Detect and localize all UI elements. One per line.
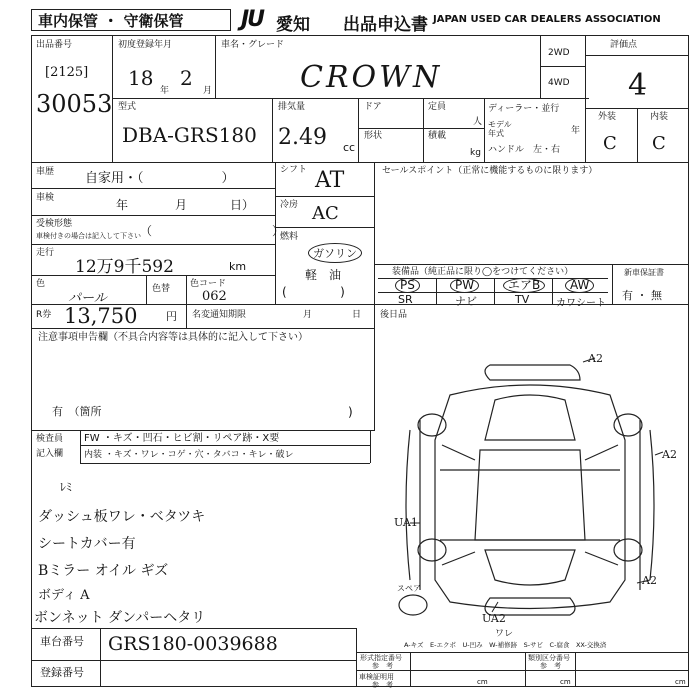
repair-label: 有 （箇所 [52, 405, 102, 418]
rating-interior: C [652, 133, 666, 154]
weight-label: 積載 [428, 131, 447, 141]
wheel-front-left [418, 414, 446, 436]
association-name: JAPAN USED CAR DEALERS ASSOCIATION [433, 14, 661, 25]
car-name-value: CROWN [300, 60, 443, 95]
damage-mark: A2 [662, 448, 677, 461]
category-label: 類別区分番号 [528, 654, 570, 662]
lot-sub-number: [2125] [45, 65, 89, 80]
color-code-value: 062 [202, 289, 227, 304]
registration-label: 登録番号 [40, 666, 84, 679]
cm-unit-3: cm [675, 678, 686, 686]
note-line: ダッシュ板ワレ・ベタツキ [38, 509, 206, 525]
ref-1: 参 考 [372, 662, 393, 670]
displacement-label: 排気量 [278, 102, 306, 112]
acceptance-note: 車検付きの場合は記入して下さい [36, 232, 141, 240]
capacity-unit: 人 [473, 117, 483, 127]
spare-label: スペア [397, 584, 421, 593]
note-line: シートカバー有 [38, 536, 136, 552]
equip-seat: カワシート [556, 298, 606, 309]
rating-score: 4 [628, 68, 648, 103]
damage-mark: ワレ [495, 629, 514, 639]
car-damage-diagram [380, 340, 680, 640]
first-reg-month: 2 [180, 66, 193, 90]
damage-mark: UA2 [482, 612, 506, 625]
damage-mark: UA1 [394, 516, 418, 529]
displacement-unit: cc [343, 141, 356, 154]
rear-seat-label: 後日品 [380, 310, 408, 320]
dealer-model: モデル [488, 120, 512, 129]
notes-label: 注意事項申告欄（不具合内容等は具体的に記入して下さい） [38, 332, 308, 343]
spare-tire [399, 595, 427, 615]
fuel-paren: ( ) [282, 285, 345, 299]
lot-label: 出品番号 [36, 40, 73, 50]
mileage-value: 12万9千592 [75, 257, 174, 277]
inspection-day-unit: 日） [230, 198, 255, 212]
warranty-options: 有 ・ 無 [622, 289, 662, 302]
wheel-front-right [614, 414, 642, 436]
dealer-year: 年式 [488, 129, 504, 138]
dealer-line1: ディーラー・並行 [488, 104, 560, 114]
logo-region: 愛知 [276, 15, 310, 35]
damage-mark: A2 [642, 574, 657, 587]
cert-label: 車検証明用 [359, 673, 394, 681]
first-reg-year: 18 [128, 66, 154, 90]
drive-2wd: 2WD [548, 48, 570, 58]
equipment-label: 装備品（純正品に限り◯をつけてください） [392, 267, 574, 277]
color-label: 色 [36, 279, 46, 289]
damage-legend: A-キズ E-エクボ U-凹み W-補修跡 S-サビ C-腐食 XX-交換済 [404, 641, 607, 649]
first-reg-label: 初度登録年月 [118, 40, 173, 50]
fuel-value: ガソリン [308, 243, 362, 263]
inspector-row2: 内装 ・キズ・ワレ・コゲ・穴・タバコ・キレ・破レ [84, 450, 294, 460]
inspector-label-2: 記入欄 [36, 449, 64, 459]
history-label: 車歴 [36, 167, 55, 177]
color-code-label: 色コード [190, 279, 227, 289]
note-line: ボディ A [38, 588, 90, 603]
wheel-rear-right [614, 539, 642, 561]
acceptance-label: 受検形態 [36, 219, 73, 229]
recycle-value: 13,750 [64, 304, 138, 328]
recycle-unit: 円 [166, 310, 177, 323]
sales-point-label: セールスポイント（正常に機能するものに限ります） [382, 166, 598, 176]
shift-value: AT [315, 168, 345, 193]
equip-sr: SR [398, 293, 413, 306]
ref-3: 参 考 [372, 681, 393, 689]
dealer-handle: ハンドル 左・右 [488, 145, 561, 155]
rating-exterior-label: 外装 [598, 112, 617, 122]
inspector-label-1: 検査員 [36, 434, 64, 444]
storage-label: 車内保管 ・ 守衛保管 [38, 12, 184, 30]
equip-navi: ナビ [455, 295, 477, 308]
note-line: ボンネット ダンパーヘタリ [34, 610, 206, 626]
chassis-label: 車台番号 [40, 635, 84, 648]
cm-unit-2: cm [560, 678, 571, 686]
acceptance-parens: （ ） [140, 224, 285, 238]
doors-label: ドア [364, 102, 382, 112]
shape-label: 形状 [364, 131, 383, 141]
fuel-option: 軽 油 [305, 268, 342, 282]
inspection-year-unit: 年 [116, 198, 129, 212]
recycle-label: R券 [36, 310, 52, 320]
first-reg-month-unit: 月 [203, 86, 213, 96]
note-line: ﾚﾐ [60, 480, 73, 494]
trim-label: 色替 [152, 284, 171, 294]
damage-mark: A2 [588, 352, 603, 365]
mileage-unit: km [229, 260, 247, 273]
cm-unit-1: cm [477, 678, 488, 686]
name-change-day: 日 [352, 310, 362, 320]
aircon-label: 冷房 [280, 200, 299, 210]
aircon-value: AC [312, 203, 339, 224]
note-line: Bミラー オイル ギズ [38, 563, 169, 579]
rating-label: 評価点 [610, 40, 638, 50]
car-name-label: 車名・グレード [221, 40, 285, 50]
color-value: パール [68, 291, 107, 306]
doc-title: 出品申込書 [343, 15, 428, 35]
mileage-label: 走行 [36, 248, 55, 258]
shift-label: シフト [280, 165, 308, 175]
ref-2: 参 考 [540, 662, 561, 670]
equip-aw: AW [565, 278, 594, 293]
name-change-month: 月 [303, 310, 313, 320]
rating-exterior: C [603, 133, 617, 154]
inspector-row1: FW ・キズ・凹石・ヒビ割・リペア跡・X要 [84, 433, 280, 444]
capacity-label: 定員 [428, 102, 447, 112]
inspection-month-unit: 月 [175, 198, 188, 212]
rating-interior-label: 内装 [650, 112, 669, 122]
repair-close-paren: ) [348, 405, 353, 419]
equip-airbag: エアB [503, 278, 545, 293]
fuel-label: 燃料 [280, 232, 299, 242]
model-value: DBA-GRS180 [122, 123, 257, 147]
dealer-year-unit: 年 [571, 126, 581, 136]
equip-pw: PW [450, 278, 479, 293]
model-label: 型式 [118, 102, 137, 112]
history-value: 自家用・（ ） [85, 171, 235, 186]
chassis-value: GRS180-0039688 [108, 633, 278, 655]
equip-ps: PS [395, 278, 420, 293]
ju-logo: JU [241, 7, 264, 32]
displacement-value: 2.49 [278, 125, 327, 150]
inspection-label: 車検 [36, 193, 55, 203]
warranty-label: 新車保証書 [624, 268, 664, 277]
drive-4wd: 4WD [548, 78, 570, 88]
designation-label: 形式指定番号 [360, 654, 402, 662]
weight-unit: kg [470, 148, 481, 158]
first-reg-year-unit: 年 [160, 86, 170, 96]
name-change-label: 名変通知期限 [192, 310, 247, 320]
wheel-rear-left [418, 539, 446, 561]
equip-tv: TV [515, 293, 530, 306]
lot-number: 30053 [36, 90, 113, 118]
